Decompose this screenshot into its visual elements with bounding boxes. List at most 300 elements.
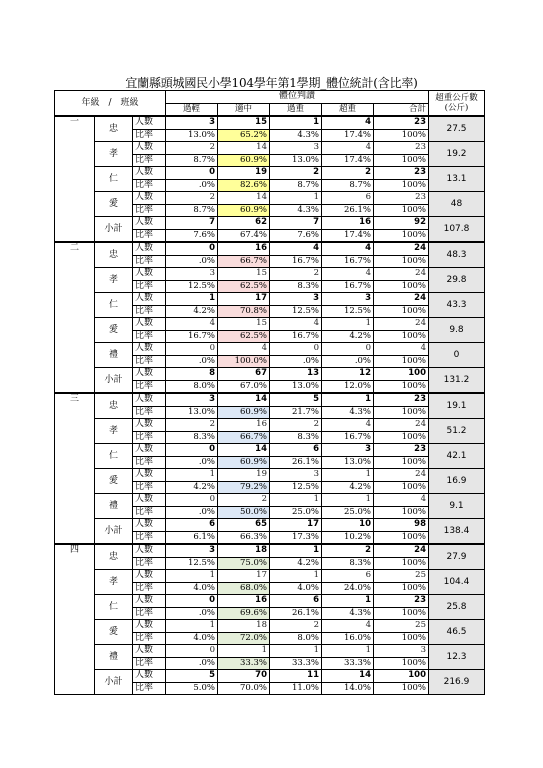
table-row	[55, 620, 485, 633]
overweight-kg-cell: 27.9	[429, 544, 485, 570]
count-label: 人數	[133, 393, 166, 406]
rate-cell-overweight: 16.7%	[270, 330, 322, 343]
rate-cell-underweight: 8.7%	[166, 204, 218, 217]
count-cell-underweight: 0	[166, 444, 218, 457]
rate-cell-total: 100%	[374, 481, 429, 494]
rate-label: 比率	[133, 406, 166, 419]
count-cell-obese: 0	[322, 343, 374, 356]
count-cell-underweight: 0	[166, 645, 218, 658]
rate-cell-obese: 24.0%	[322, 582, 374, 595]
overweight-kg-cell: 9.1	[429, 494, 485, 519]
rate-cell-normal: 67.0%	[218, 380, 270, 393]
rate-cell-normal: 66.3%	[218, 531, 270, 544]
count-cell-underweight: 7	[166, 217, 218, 230]
rate-cell-total: 100%	[374, 531, 429, 544]
count-cell-normal: 16	[218, 595, 270, 608]
rate-cell-total: 100%	[374, 280, 429, 293]
class-label: 仁	[95, 293, 133, 318]
count-cell-underweight: 2	[166, 142, 218, 155]
rate-cell-overweight: 8.3%	[270, 431, 322, 444]
overweight-kg-cell: 216.9	[429, 670, 485, 695]
rate-cell-obese: 16.0%	[322, 632, 374, 645]
overweight-kg-cell: 131.2	[429, 368, 485, 394]
rate-cell-underweight: 12.5%	[166, 557, 218, 570]
table-row	[55, 318, 485, 331]
class-label: 小計	[95, 368, 133, 394]
overweight-kg-cell: 12.3	[429, 645, 485, 670]
class-label: 仁	[95, 167, 133, 192]
overweight-kg-cell: 25.8	[429, 595, 485, 620]
column-header-overweight: 過重	[270, 103, 322, 116]
count-cell-overweight: 1	[270, 192, 322, 205]
rate-cell-total: 100%	[374, 456, 429, 469]
rate-label: 比率	[133, 380, 166, 393]
count-cell-overweight: 13	[270, 368, 322, 381]
rate-cell-underweight: 16.7%	[166, 330, 218, 343]
count-cell-underweight: 0	[166, 494, 218, 507]
count-label: 人數	[133, 670, 166, 683]
rate-cell-overweight: 12.5%	[270, 305, 322, 318]
rate-cell-overweight: 13.0%	[270, 154, 322, 167]
count-label: 人數	[133, 570, 166, 583]
rate-cell-normal: 33.3%	[218, 657, 270, 670]
count-cell-underweight: 3	[166, 544, 218, 557]
count-cell-underweight: 4	[166, 318, 218, 331]
count-cell-overweight: 3	[270, 142, 322, 155]
count-cell-total: 25	[374, 620, 429, 633]
table-row	[55, 469, 485, 482]
rate-cell-normal: 62.5%	[218, 280, 270, 293]
rate-cell-obese: 4.3%	[322, 607, 374, 620]
rate-cell-underweight: .0%	[166, 607, 218, 620]
column-header-underweight: 過輕	[166, 103, 218, 116]
rate-cell-total: 100%	[374, 229, 429, 242]
rate-label: 比率	[133, 179, 166, 192]
table-row	[55, 494, 485, 507]
rate-cell-total: 100%	[374, 330, 429, 343]
count-cell-total: 4	[374, 343, 429, 356]
count-label: 人數	[133, 167, 166, 180]
count-cell-normal: 14	[218, 444, 270, 457]
rate-cell-overweight: 21.7%	[270, 406, 322, 419]
class-label: 禮	[95, 343, 133, 368]
count-cell-total: 98	[374, 519, 429, 532]
count-cell-total: 23	[374, 116, 429, 129]
rate-cell-obese: 16.7%	[322, 255, 374, 268]
count-cell-obese: 4	[322, 116, 374, 129]
rate-label: 比率	[133, 154, 166, 167]
rate-cell-overweight: 11.0%	[270, 682, 322, 695]
count-cell-normal: 70	[218, 670, 270, 683]
count-label: 人數	[133, 343, 166, 356]
count-cell-normal: 15	[218, 318, 270, 331]
rate-cell-total: 100%	[374, 557, 429, 570]
count-cell-normal: 17	[218, 570, 270, 583]
rate-cell-underweight: .0%	[166, 255, 218, 268]
rate-label: 比率	[133, 330, 166, 343]
table-row	[55, 142, 485, 155]
count-cell-obese: 12	[322, 368, 374, 381]
rate-cell-overweight: 4.3%	[270, 204, 322, 217]
count-cell-obese: 1	[322, 645, 374, 658]
overweight-kg-cell: 48.3	[429, 242, 485, 268]
rate-cell-total: 100%	[374, 129, 429, 142]
count-cell-underweight: 3	[166, 116, 218, 129]
rate-label: 比率	[133, 305, 166, 318]
table-row	[55, 293, 485, 306]
count-cell-normal: 14	[218, 142, 270, 155]
rate-cell-total: 100%	[374, 204, 429, 217]
rate-cell-normal: 60.9%	[218, 456, 270, 469]
count-cell-underweight: 1	[166, 570, 218, 583]
count-cell-total: 3	[374, 645, 429, 658]
rate-cell-normal: 65.2%	[218, 129, 270, 142]
count-cell-overweight: 6	[270, 444, 322, 457]
table-row	[55, 595, 485, 608]
overweight-kg-cell: 0	[429, 343, 485, 368]
count-cell-total: 4	[374, 494, 429, 507]
overweight-kg-cell: 104.4	[429, 570, 485, 595]
table-row	[55, 670, 485, 683]
count-label: 人數	[133, 242, 166, 255]
rate-cell-normal: 79.2%	[218, 481, 270, 494]
count-cell-normal: 18	[218, 544, 270, 557]
rate-label: 比率	[133, 280, 166, 293]
count-cell-overweight: 1	[270, 494, 322, 507]
rate-cell-overweight: 17.3%	[270, 531, 322, 544]
count-cell-total: 24	[374, 268, 429, 281]
rate-cell-overweight: 4.3%	[270, 129, 322, 142]
class-label: 孝	[95, 142, 133, 167]
rate-cell-overweight: 13.0%	[270, 380, 322, 393]
count-cell-overweight: 2	[270, 620, 322, 633]
rate-cell-normal: 70.0%	[218, 682, 270, 695]
class-label: 仁	[95, 595, 133, 620]
rate-cell-total: 100%	[374, 632, 429, 645]
count-cell-total: 23	[374, 393, 429, 406]
rate-label: 比率	[133, 229, 166, 242]
table-row	[55, 116, 485, 129]
count-cell-total: 100	[374, 670, 429, 683]
rate-label: 比率	[133, 531, 166, 544]
table-row	[55, 217, 485, 230]
count-label: 人數	[133, 620, 166, 633]
count-cell-overweight: 1	[270, 645, 322, 658]
count-cell-total: 100	[374, 368, 429, 381]
rate-cell-overweight: 12.5%	[270, 481, 322, 494]
class-label: 愛	[95, 620, 133, 645]
class-label: 忠	[95, 393, 133, 419]
rate-cell-normal: 72.0%	[218, 632, 270, 645]
overweight-kg-cell: 46.5	[429, 620, 485, 645]
table-row	[55, 343, 485, 356]
count-cell-normal: 19	[218, 469, 270, 482]
grade-label: 一	[55, 116, 95, 242]
rate-cell-obese: 16.7%	[322, 431, 374, 444]
body-stats-table	[54, 90, 485, 695]
rate-cell-underweight: .0%	[166, 355, 218, 368]
count-cell-overweight: 2	[270, 268, 322, 281]
table-row	[55, 393, 485, 406]
table-row	[55, 419, 485, 432]
count-cell-total: 24	[374, 242, 429, 255]
count-cell-overweight: 2	[270, 419, 322, 432]
count-cell-underweight: 3	[166, 393, 218, 406]
count-cell-overweight: 4	[270, 318, 322, 331]
column-header-normal: 適中	[218, 103, 270, 116]
overweight-kg-cell: 43.3	[429, 293, 485, 318]
count-label: 人數	[133, 645, 166, 658]
count-cell-total: 23	[374, 142, 429, 155]
count-cell-obese: 4	[322, 142, 374, 155]
count-label: 人數	[133, 268, 166, 281]
count-cell-overweight: 1	[270, 116, 322, 129]
overweight-kg-cell: 19.2	[429, 142, 485, 167]
rate-cell-total: 100%	[374, 255, 429, 268]
rate-cell-total: 100%	[374, 305, 429, 318]
count-cell-obese: 2	[322, 544, 374, 557]
rate-cell-normal: 69.6%	[218, 607, 270, 620]
rate-cell-obese: 16.7%	[322, 280, 374, 293]
count-cell-overweight: 1	[270, 544, 322, 557]
class-label: 孝	[95, 419, 133, 444]
rate-cell-underweight: .0%	[166, 506, 218, 519]
count-cell-underweight: 5	[166, 670, 218, 683]
count-cell-underweight: 0	[166, 343, 218, 356]
count-cell-obese: 4	[322, 419, 374, 432]
rate-cell-obese: 13.0%	[322, 456, 374, 469]
rate-cell-underweight: .0%	[166, 657, 218, 670]
rate-cell-underweight: 4.2%	[166, 481, 218, 494]
count-cell-overweight: 3	[270, 469, 322, 482]
class-label: 禮	[95, 494, 133, 519]
rate-cell-obese: 8.7%	[322, 179, 374, 192]
count-cell-normal: 2	[218, 494, 270, 507]
count-cell-normal: 67	[218, 368, 270, 381]
table-row	[55, 444, 485, 457]
table-body	[55, 116, 485, 695]
rate-cell-underweight: 6.1%	[166, 531, 218, 544]
rate-label: 比率	[133, 355, 166, 368]
count-cell-total: 23	[374, 444, 429, 457]
count-cell-overweight: 3	[270, 293, 322, 306]
count-cell-normal: 4	[218, 343, 270, 356]
count-label: 人數	[133, 192, 166, 205]
rate-cell-obese: 4.2%	[322, 330, 374, 343]
rate-cell-total: 100%	[374, 506, 429, 519]
count-cell-total: 24	[374, 318, 429, 331]
count-cell-normal: 1	[218, 645, 270, 658]
rate-cell-overweight: 25.0%	[270, 506, 322, 519]
rate-cell-overweight: 8.7%	[270, 179, 322, 192]
rate-cell-obese: 17.4%	[322, 154, 374, 167]
rate-cell-normal: 82.6%	[218, 179, 270, 192]
rate-cell-obese: 10.2%	[322, 531, 374, 544]
count-cell-obese: 6	[322, 192, 374, 205]
rate-cell-normal: 62.5%	[218, 330, 270, 343]
count-cell-normal: 14	[218, 192, 270, 205]
rate-cell-underweight: 4.2%	[166, 305, 218, 318]
count-cell-total: 25	[374, 570, 429, 583]
overweight-kg-cell: 107.8	[429, 217, 485, 243]
table-row	[55, 192, 485, 205]
rate-cell-underweight: 13.0%	[166, 129, 218, 142]
count-cell-overweight: 5	[270, 393, 322, 406]
class-label: 禮	[95, 645, 133, 670]
rate-cell-normal: 60.9%	[218, 204, 270, 217]
count-cell-normal: 15	[218, 116, 270, 129]
table-row	[55, 268, 485, 281]
count-cell-overweight: 11	[270, 670, 322, 683]
count-cell-overweight: 7	[270, 217, 322, 230]
count-cell-obese: 3	[322, 293, 374, 306]
count-cell-total: 24	[374, 419, 429, 432]
rate-cell-overweight: 16.7%	[270, 255, 322, 268]
count-cell-normal: 62	[218, 217, 270, 230]
class-label: 忠	[95, 242, 133, 268]
count-cell-obese: 16	[322, 217, 374, 230]
rate-label: 比率	[133, 204, 166, 217]
rate-cell-overweight: 26.1%	[270, 607, 322, 620]
count-cell-total: 23	[374, 192, 429, 205]
count-cell-obese: 10	[322, 519, 374, 532]
rate-cell-obese: 12.5%	[322, 305, 374, 318]
rate-label: 比率	[133, 506, 166, 519]
class-label: 愛	[95, 192, 133, 217]
page-title: 宜蘭縣頭城國民小學104學年第1學期_體位統計(含比率)	[125, 76, 418, 90]
count-cell-total: 92	[374, 217, 429, 230]
rate-label: 比率	[133, 682, 166, 695]
overweight-kg-cell: 51.2	[429, 419, 485, 444]
count-label: 人數	[133, 368, 166, 381]
count-cell-obese: 14	[322, 670, 374, 683]
rate-cell-total: 100%	[374, 154, 429, 167]
count-cell-overweight: 0	[270, 343, 322, 356]
rate-cell-overweight: 4.0%	[270, 582, 322, 595]
overweight-kg-cell: 16.9	[429, 469, 485, 494]
count-label: 人數	[133, 293, 166, 306]
overweight-kg-cell: 9.8	[429, 318, 485, 343]
rate-cell-overweight: 8.0%	[270, 632, 322, 645]
count-cell-obese: 4	[322, 620, 374, 633]
rate-cell-obese: .0%	[322, 355, 374, 368]
count-cell-obese: 1	[322, 318, 374, 331]
count-cell-total: 23	[374, 167, 429, 180]
rate-cell-underweight: 5.0%	[166, 682, 218, 695]
rate-cell-total: 100%	[374, 607, 429, 620]
rate-cell-normal: 60.9%	[218, 154, 270, 167]
count-cell-total: 24	[374, 469, 429, 482]
class-label: 孝	[95, 268, 133, 293]
count-cell-overweight: 2	[270, 167, 322, 180]
rate-cell-normal: 67.4%	[218, 229, 270, 242]
rate-cell-underweight: 4.0%	[166, 632, 218, 645]
rate-cell-obese: 4.3%	[322, 406, 374, 419]
count-cell-overweight: 1	[270, 570, 322, 583]
rate-cell-overweight: 33.3%	[270, 657, 322, 670]
grade-label: 三	[55, 393, 95, 544]
rate-cell-overweight: 26.1%	[270, 456, 322, 469]
count-cell-total: 24	[374, 293, 429, 306]
count-cell-underweight: 0	[166, 167, 218, 180]
count-cell-underweight: 0	[166, 595, 218, 608]
class-label: 小計	[95, 670, 133, 695]
rate-cell-underweight: 4.0%	[166, 582, 218, 595]
rate-cell-overweight: 7.6%	[270, 229, 322, 242]
table-row	[55, 368, 485, 381]
rate-cell-obese: 26.1%	[322, 204, 374, 217]
class-label: 孝	[95, 570, 133, 595]
count-cell-underweight: 3	[166, 268, 218, 281]
grade-label: 四	[55, 544, 95, 695]
count-label: 人數	[133, 544, 166, 557]
count-label: 人數	[133, 419, 166, 432]
count-cell-obese: 4	[322, 268, 374, 281]
count-cell-underweight: 1	[166, 469, 218, 482]
count-cell-obese: 4	[322, 242, 374, 255]
overweight-kg-cell: 13.1	[429, 167, 485, 192]
rate-cell-normal: 66.7%	[218, 431, 270, 444]
count-cell-underweight: 2	[166, 419, 218, 432]
grade-label: 二	[55, 242, 95, 393]
count-cell-overweight: 4	[270, 242, 322, 255]
count-cell-underweight: 2	[166, 192, 218, 205]
rate-label: 比率	[133, 129, 166, 142]
overweight-kg-cell: 27.5	[429, 116, 485, 142]
rate-label: 比率	[133, 557, 166, 570]
count-cell-normal: 65	[218, 519, 270, 532]
overweight-kg-cell: 48	[429, 192, 485, 217]
table-row	[55, 645, 485, 658]
count-label: 人數	[133, 494, 166, 507]
rate-label: 比率	[133, 255, 166, 268]
count-cell-underweight: 6	[166, 519, 218, 532]
rate-cell-overweight: 8.3%	[270, 280, 322, 293]
count-label: 人數	[133, 217, 166, 230]
count-cell-normal: 18	[218, 620, 270, 633]
column-header-total: 合計	[374, 103, 429, 116]
rate-cell-underweight: 8.7%	[166, 154, 218, 167]
count-label: 人數	[133, 519, 166, 532]
overweight-kg-cell: 42.1	[429, 444, 485, 469]
table-row	[55, 544, 485, 557]
rate-cell-obese: 4.2%	[322, 481, 374, 494]
count-cell-obese: 1	[322, 393, 374, 406]
body-type-header: 體位判讀	[166, 91, 429, 104]
rate-cell-total: 100%	[374, 657, 429, 670]
class-label: 忠	[95, 544, 133, 570]
rate-cell-overweight: .0%	[270, 355, 322, 368]
class-label: 小計	[95, 519, 133, 545]
class-label: 忠	[95, 116, 133, 142]
rate-cell-underweight: 12.5%	[166, 280, 218, 293]
rate-label: 比率	[133, 431, 166, 444]
overweight-kg-cell: 29.8	[429, 268, 485, 293]
rate-cell-underweight: 8.3%	[166, 431, 218, 444]
rate-cell-overweight: 4.2%	[270, 557, 322, 570]
rate-cell-total: 100%	[374, 582, 429, 595]
grade-class-header: 年級 / 班級	[55, 91, 166, 117]
rate-cell-total: 100%	[374, 179, 429, 192]
count-cell-normal: 17	[218, 293, 270, 306]
rate-cell-normal: 68.0%	[218, 582, 270, 595]
count-cell-underweight: 1	[166, 293, 218, 306]
rate-cell-underweight: 8.0%	[166, 380, 218, 393]
count-label: 人數	[133, 444, 166, 457]
count-label: 人數	[133, 595, 166, 608]
rate-cell-obese: 12.0%	[322, 380, 374, 393]
count-cell-total: 24	[374, 544, 429, 557]
